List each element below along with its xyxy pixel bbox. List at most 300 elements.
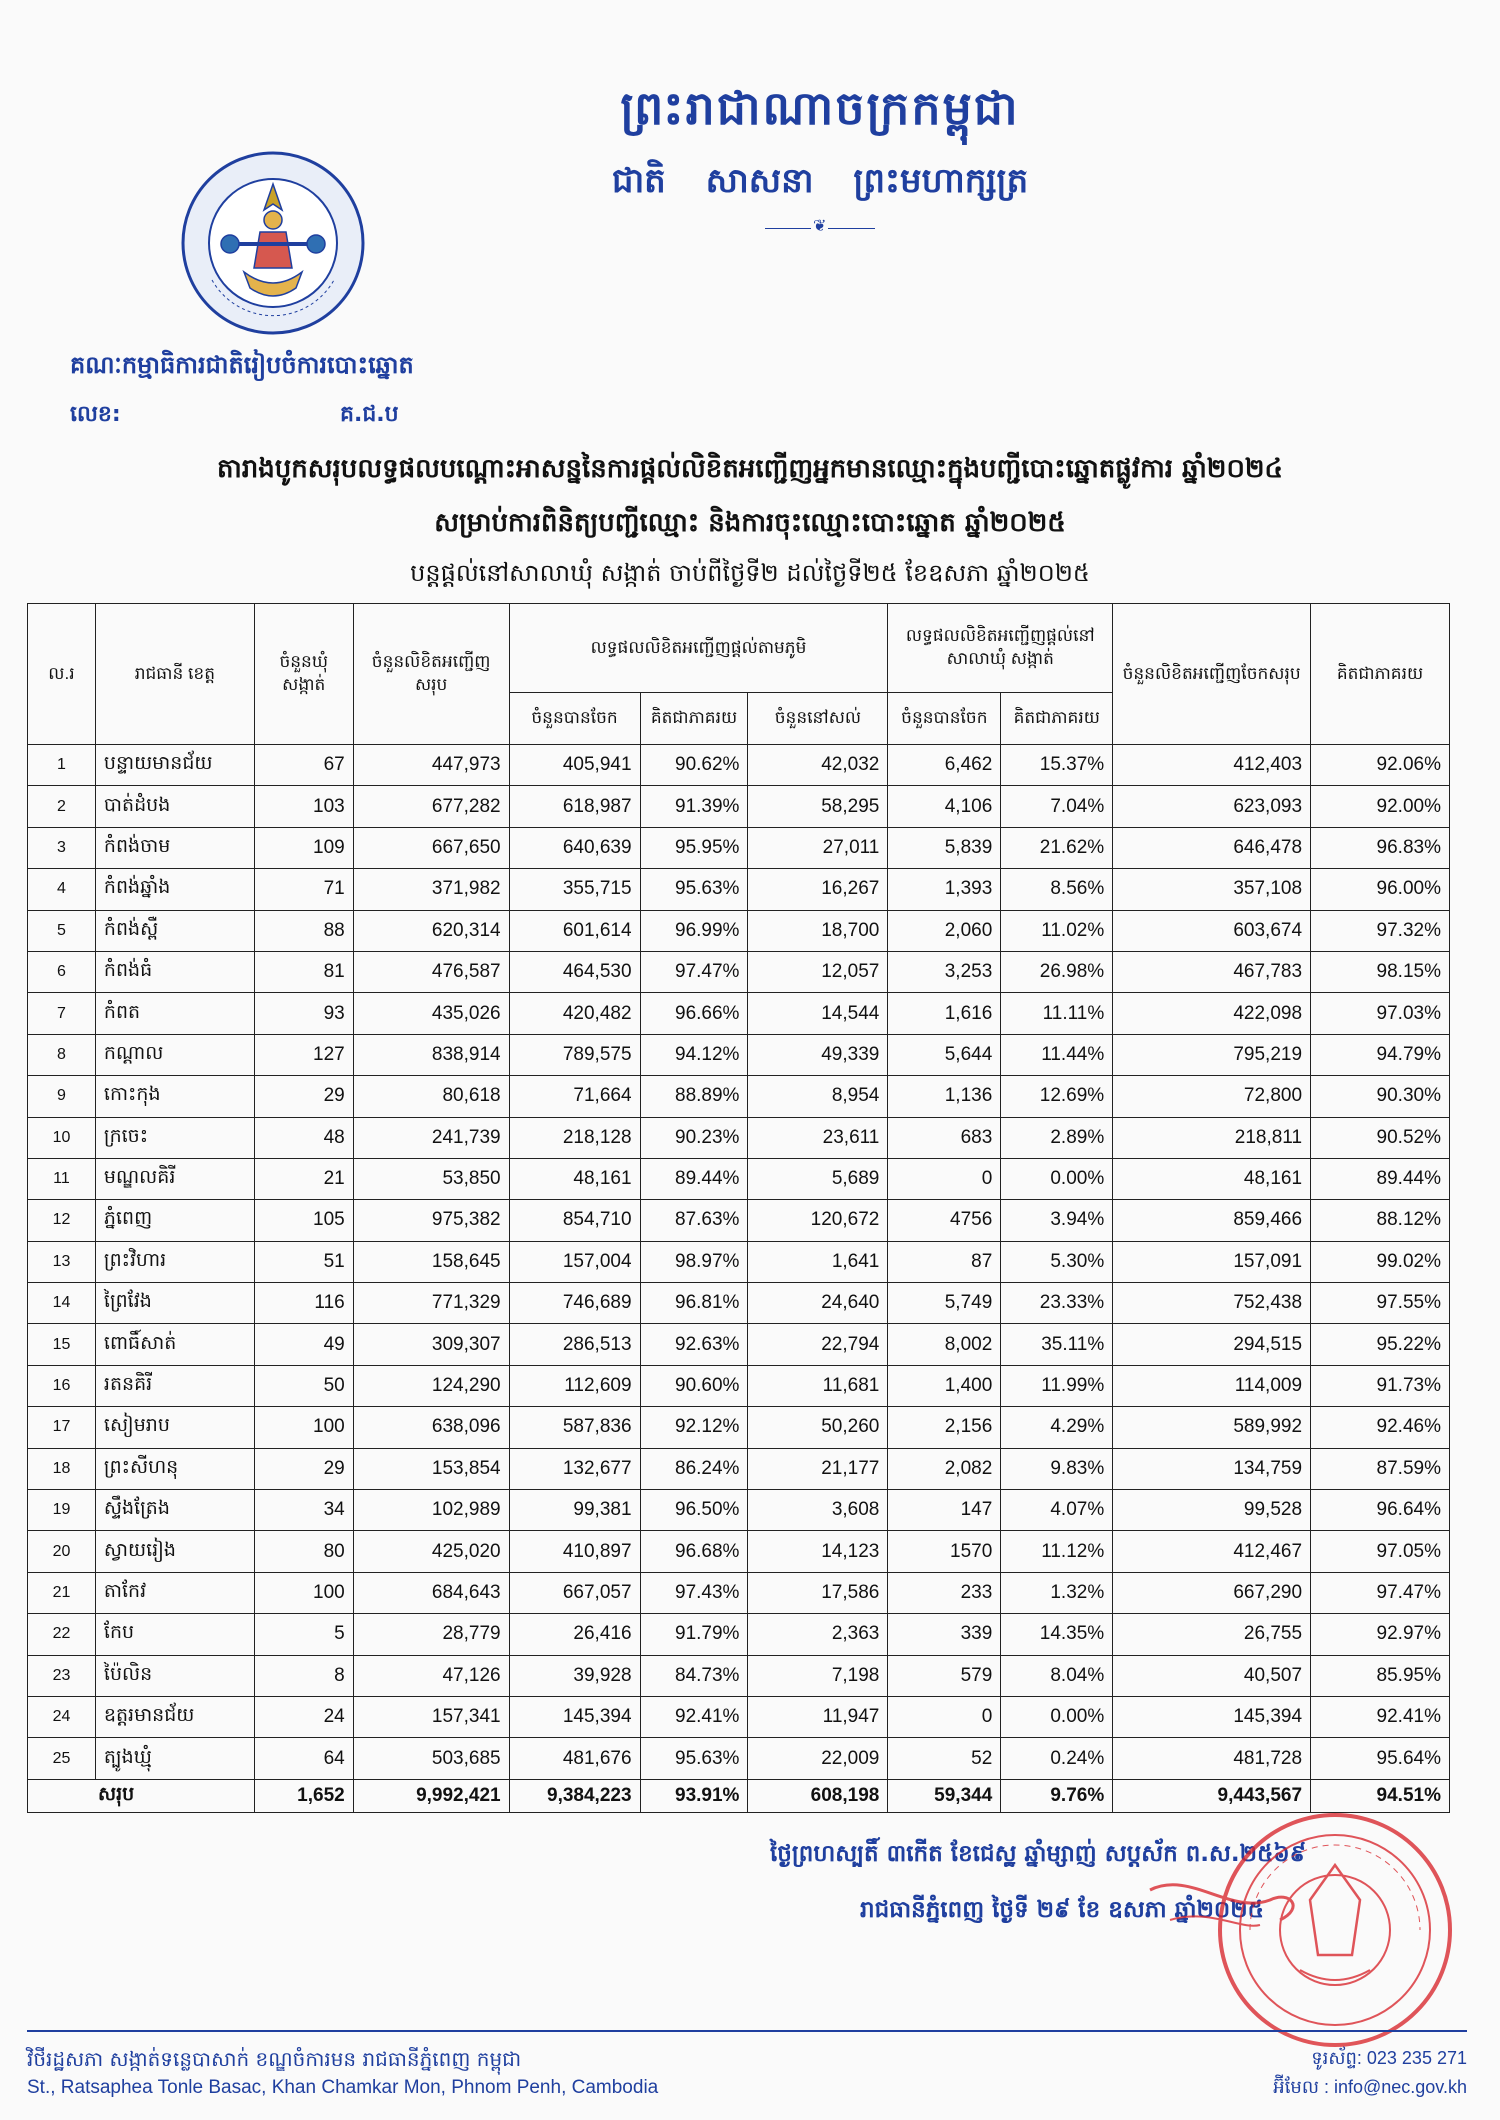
data-cell: 412,467 <box>1113 1531 1311 1572</box>
data-cell: 22,794 <box>748 1324 888 1365</box>
table-row <box>28 1076 1450 1117</box>
data-cell: 2,060 <box>888 910 1001 951</box>
data-cell: 27,011 <box>748 827 888 868</box>
table-row <box>28 1738 1450 1779</box>
data-cell: 158,645 <box>353 1241 509 1282</box>
data-cell: 48,161 <box>509 1158 640 1199</box>
data-cell: 21,177 <box>748 1448 888 1489</box>
data-cell: 3,608 <box>748 1490 888 1531</box>
table-row <box>28 1490 1450 1531</box>
data-cell: 15.37% <box>1001 745 1113 786</box>
data-cell: 96.68% <box>640 1531 748 1572</box>
data-cell: 97.55% <box>1311 1283 1450 1324</box>
national-motto: ជាតិ សាសនា ព្រះមហាក្សត្រ <box>611 161 1029 201</box>
data-cell: 91.79% <box>640 1614 748 1655</box>
province-name: កំពត <box>95 993 254 1034</box>
data-cell: 420,482 <box>509 993 640 1034</box>
row-number: 1 <box>28 745 96 786</box>
data-cell: 241,739 <box>353 1117 509 1158</box>
data-cell: 21 <box>254 1158 353 1199</box>
province-name: ត្បូងឃ្មុំ <box>95 1738 254 1779</box>
data-cell: 49 <box>254 1324 353 1365</box>
kingdom-title: ព្រះរាជាណាចក្រកម្ពុជា <box>620 81 1020 135</box>
table-row <box>28 1572 1450 1613</box>
data-cell: 7.04% <box>1001 786 1113 827</box>
data-cell: 58,295 <box>748 786 888 827</box>
data-cell: 90.60% <box>640 1365 748 1406</box>
data-cell: 23,611 <box>748 1117 888 1158</box>
data-cell: 286,513 <box>509 1324 640 1365</box>
data-cell: 99.02% <box>1311 1241 1450 1282</box>
data-cell: 48,161 <box>1113 1158 1311 1199</box>
results-table <box>27 603 1450 1813</box>
data-cell: 103 <box>254 786 353 827</box>
data-cell: 95.63% <box>640 869 748 910</box>
table-row <box>28 1034 1450 1075</box>
data-cell: 618,987 <box>509 786 640 827</box>
data-cell: 0.00% <box>1001 1158 1113 1199</box>
address-khmer: វិថីរដ្ឋសភា សង្កាត់ទន្លេបាសាក់ ខណ្ឌចំការមន រាជធានីភ្នំពេញ កម្ពុជា <box>27 2047 522 2071</box>
data-cell: 603,674 <box>1113 910 1311 951</box>
data-cell: 24 <box>254 1696 353 1737</box>
data-cell: 4756 <box>888 1200 1001 1241</box>
data-cell: 17,586 <box>748 1572 888 1613</box>
col-header-commune-distributed: ចំនួនបានចែក <box>888 693 1001 745</box>
data-cell: 8,954 <box>748 1076 888 1117</box>
data-cell: 5,839 <box>888 827 1001 868</box>
data-cell: 50,260 <box>748 1407 888 1448</box>
data-cell: 157,091 <box>1113 1241 1311 1282</box>
data-cell: 50 <box>254 1365 353 1406</box>
province-name: ប៉ៃលិន <box>95 1655 254 1696</box>
data-cell: 92.63% <box>640 1324 748 1365</box>
table-row <box>28 910 1450 951</box>
data-cell: 97.32% <box>1311 910 1450 951</box>
data-cell: 153,854 <box>353 1448 509 1489</box>
data-cell: 795,219 <box>1113 1034 1311 1075</box>
total-cell: 94.51% <box>1311 1779 1450 1812</box>
data-cell: 147 <box>888 1490 1001 1531</box>
data-cell: 29 <box>254 1076 353 1117</box>
data-cell: 26.98% <box>1001 951 1113 992</box>
data-cell: 467,783 <box>1113 951 1311 992</box>
official-seal-stamp <box>1130 1780 1490 2050</box>
data-cell: 0 <box>888 1696 1001 1737</box>
data-cell: 87.63% <box>640 1200 748 1241</box>
total-cell: 608,198 <box>748 1779 888 1812</box>
data-cell: 95.22% <box>1311 1324 1450 1365</box>
nec-emblem-logo <box>178 148 368 338</box>
data-cell: 859,466 <box>1113 1200 1311 1241</box>
data-cell: 7,198 <box>748 1655 888 1696</box>
data-cell: 646,478 <box>1113 827 1311 868</box>
data-cell: 371,982 <box>353 869 509 910</box>
row-number: 2 <box>28 786 96 827</box>
data-cell: 89.44% <box>640 1158 748 1199</box>
data-cell: 116 <box>254 1283 353 1324</box>
data-cell: 405,941 <box>509 745 640 786</box>
data-cell: 28,779 <box>353 1614 509 1655</box>
table-row <box>28 827 1450 868</box>
data-cell: 95.95% <box>640 827 748 868</box>
province-name: ព្រះវិហារ <box>95 1241 254 1282</box>
province-name: ក្រចេះ <box>95 1117 254 1158</box>
data-cell: 975,382 <box>353 1200 509 1241</box>
data-cell: 24,640 <box>748 1283 888 1324</box>
province-name: បន្ទាយមានជ័យ <box>95 745 254 786</box>
data-cell: 11.12% <box>1001 1531 1113 1572</box>
data-cell: 47,126 <box>353 1655 509 1696</box>
row-number: 4 <box>28 869 96 910</box>
table-row <box>28 1448 1450 1489</box>
total-cell: 1,652 <box>254 1779 353 1812</box>
data-cell: 3,253 <box>888 951 1001 992</box>
data-cell: 124,290 <box>353 1365 509 1406</box>
data-cell: 8 <box>254 1655 353 1696</box>
row-number: 3 <box>28 827 96 868</box>
data-cell: 85.95% <box>1311 1655 1450 1696</box>
data-cell: 97.03% <box>1311 993 1450 1034</box>
row-number: 6 <box>28 951 96 992</box>
data-cell: 80,618 <box>353 1076 509 1117</box>
data-cell: 120,672 <box>748 1200 888 1241</box>
data-cell: 623,093 <box>1113 786 1311 827</box>
data-cell: 96.83% <box>1311 827 1450 868</box>
address-english: St., Ratsaphea Tonle Basac, Khan Chamkar Mon, Phnom Penh, Cambodia <box>27 2077 659 2098</box>
col-header-province: រាជធានី ខេត្ត <box>95 604 254 745</box>
table-row <box>28 1655 1450 1696</box>
data-cell: 684,643 <box>353 1572 509 1613</box>
data-cell: 0.24% <box>1001 1738 1113 1779</box>
data-cell: 52 <box>888 1738 1001 1779</box>
province-name: កណ្តាល <box>95 1034 254 1075</box>
row-number: 22 <box>28 1614 96 1655</box>
data-cell: 81 <box>254 951 353 992</box>
data-cell: 87 <box>888 1241 1001 1282</box>
data-cell: 233 <box>888 1572 1001 1613</box>
page-footer <box>27 2030 1467 2098</box>
data-cell: 2,363 <box>748 1614 888 1655</box>
col-header-no: ល.រ <box>28 604 96 745</box>
data-cell: 2.89% <box>1001 1117 1113 1158</box>
data-cell: 435,026 <box>353 993 509 1034</box>
data-cell: 6,462 <box>888 745 1001 786</box>
data-cell: 42,032 <box>748 745 888 786</box>
data-cell: 114,009 <box>1113 1365 1311 1406</box>
row-number: 12 <box>28 1200 96 1241</box>
phone-number: ទូរស័ព្ទ: 023 235 271 <box>1311 2048 1467 2068</box>
data-cell: 11.11% <box>1001 993 1113 1034</box>
data-cell: 48 <box>254 1117 353 1158</box>
data-cell: 132,677 <box>509 1448 640 1489</box>
col-header-village-percent: គិតជាភាគរយ <box>640 693 748 745</box>
data-cell: 481,728 <box>1113 1738 1311 1779</box>
data-cell: 620,314 <box>353 910 509 951</box>
data-cell: 92.00% <box>1311 786 1450 827</box>
data-cell: 157,341 <box>353 1696 509 1737</box>
data-cell: 854,710 <box>509 1200 640 1241</box>
data-cell: 683 <box>888 1117 1001 1158</box>
data-cell: 34 <box>254 1490 353 1531</box>
data-cell: 1570 <box>888 1531 1001 1572</box>
data-cell: 5,689 <box>748 1158 888 1199</box>
row-number: 9 <box>28 1076 96 1117</box>
data-cell: 88.89% <box>640 1076 748 1117</box>
data-cell: 410,897 <box>509 1531 640 1572</box>
province-name: កំពង់ស្ពឺ <box>95 910 254 951</box>
data-cell: 105 <box>254 1200 353 1241</box>
data-cell: 838,914 <box>353 1034 509 1075</box>
data-cell: 294,515 <box>1113 1324 1311 1365</box>
kingdom-header <box>520 80 1120 235</box>
organization-name: គណៈកម្មាធិការជាតិរៀបចំការបោះឆ្នោត <box>70 351 414 379</box>
data-cell: 23.33% <box>1001 1283 1113 1324</box>
data-cell: 464,530 <box>509 951 640 992</box>
data-cell: 447,973 <box>353 745 509 786</box>
province-name: ព្រៃវែង <box>95 1283 254 1324</box>
data-cell: 88 <box>254 910 353 951</box>
data-cell: 71,664 <box>509 1076 640 1117</box>
data-cell: 640,639 <box>509 827 640 868</box>
data-cell: 12,057 <box>748 951 888 992</box>
data-cell: 92.41% <box>1311 1696 1450 1737</box>
col-header-total-percent: គិតជាភាគរយ <box>1311 604 1450 745</box>
data-cell: 0 <box>888 1158 1001 1199</box>
data-cell: 4.07% <box>1001 1490 1113 1531</box>
data-cell: 667,057 <box>509 1572 640 1613</box>
province-name: សៀមរាប <box>95 1407 254 1448</box>
data-cell: 92.12% <box>640 1407 748 1448</box>
row-number: 8 <box>28 1034 96 1075</box>
data-cell: 1,393 <box>888 869 1001 910</box>
table-row <box>28 1696 1450 1737</box>
data-cell: 97.05% <box>1311 1531 1450 1572</box>
data-cell: 35.11% <box>1001 1324 1113 1365</box>
table-row <box>28 869 1450 910</box>
data-cell: 94.79% <box>1311 1034 1450 1075</box>
data-cell: 339 <box>888 1614 1001 1655</box>
row-number: 23 <box>28 1655 96 1696</box>
data-cell: 9.83% <box>1001 1448 1113 1489</box>
province-name: ព្រះសីហនុ <box>95 1448 254 1489</box>
data-cell: 49,339 <box>748 1034 888 1075</box>
province-name: កំពង់ធំ <box>95 951 254 992</box>
row-number: 21 <box>28 1572 96 1613</box>
data-cell: 2,082 <box>888 1448 1001 1489</box>
data-cell: 357,108 <box>1113 869 1311 910</box>
table-row <box>28 1324 1450 1365</box>
data-cell: 97.43% <box>640 1572 748 1613</box>
data-cell: 100 <box>254 1572 353 1613</box>
data-cell: 112,609 <box>509 1365 640 1406</box>
table-row <box>28 1200 1450 1241</box>
row-number: 16 <box>28 1365 96 1406</box>
row-number: 17 <box>28 1407 96 1448</box>
lunar-date: ថ្ងៃព្រហស្បតិ៍ ៣កើត ខែជេស្ឋ ឆ្នាំម្សាញ់ សប្តស័ក ព.ស.២៥៦៩ <box>770 1841 1306 1867</box>
table-row <box>28 1407 1450 1448</box>
total-cell: 9,443,567 <box>1113 1779 1311 1812</box>
data-cell: 90.62% <box>640 745 748 786</box>
solar-date: រាជធានីភ្នំពេញ ថ្ងៃទី ២៩ ខែ ឧសភា ឆ្នាំ២០២៥ <box>860 1897 1264 1923</box>
data-cell: 93 <box>254 993 353 1034</box>
data-cell: 102,989 <box>353 1490 509 1531</box>
data-cell: 80 <box>254 1531 353 1572</box>
data-cell: 752,438 <box>1113 1283 1311 1324</box>
ornament-divider <box>765 223 875 235</box>
reference-label: លេខ: <box>70 402 121 427</box>
footer-contact <box>1273 2044 1467 2102</box>
data-cell: 99,381 <box>509 1490 640 1531</box>
province-name: ស្ទឹងត្រែង <box>95 1490 254 1531</box>
data-cell: 90.23% <box>640 1117 748 1158</box>
data-cell: 11.99% <box>1001 1365 1113 1406</box>
data-cell: 26,755 <box>1113 1614 1311 1655</box>
col-header-commune-percent: គិតជាភាគរយ <box>1001 693 1113 745</box>
data-cell: 90.52% <box>1311 1117 1450 1158</box>
data-cell: 145,394 <box>509 1696 640 1737</box>
data-cell: 638,096 <box>353 1407 509 1448</box>
data-cell: 422,098 <box>1113 993 1311 1034</box>
data-cell: 145,394 <box>1113 1696 1311 1737</box>
data-cell: 589,992 <box>1113 1407 1311 1448</box>
data-cell: 96.64% <box>1311 1490 1450 1531</box>
data-cell: 96.50% <box>640 1490 748 1531</box>
document-title: តារាងបូកសរុបលទ្ធផលបណ្តោះអាសន្ននៃការផ្តល់លិខិតអញ្ជើញអ្នកមានឈ្មោះក្នុងបញ្ជីបោះឆ្នោតផ្លូវការ ឆ្នាំ២០២៤ <box>217 454 1283 484</box>
data-cell: 96.99% <box>640 910 748 951</box>
table-row <box>28 1531 1450 1572</box>
table-row <box>28 993 1450 1034</box>
total-label: សរុប <box>28 1779 255 1812</box>
data-cell: 8.04% <box>1001 1655 1113 1696</box>
province-name: ឧត្តរមានជ័យ <box>95 1696 254 1737</box>
province-name: រតនគិរី <box>95 1365 254 1406</box>
data-cell: 601,614 <box>509 910 640 951</box>
row-number: 10 <box>28 1117 96 1158</box>
data-cell: 71 <box>254 869 353 910</box>
province-name: ស្វាយរៀង <box>95 1531 254 1572</box>
email-address: អ៊ីមែល : info@nec.gov.kh <box>1273 2076 1467 2097</box>
row-number: 7 <box>28 993 96 1034</box>
data-cell: 3.94% <box>1001 1200 1113 1241</box>
reference-number <box>70 400 430 432</box>
data-cell: 1.32% <box>1001 1572 1113 1613</box>
data-cell: 97.47% <box>1311 1572 1450 1613</box>
col-header-communes: ចំនួនឃុំ សង្កាត់ <box>254 604 353 745</box>
province-name: កំពង់ឆ្នាំង <box>95 869 254 910</box>
row-number: 24 <box>28 1696 96 1737</box>
data-cell: 14,123 <box>748 1531 888 1572</box>
data-cell: 89.44% <box>1311 1158 1450 1199</box>
data-cell: 92.46% <box>1311 1407 1450 1448</box>
data-cell: 667,650 <box>353 827 509 868</box>
data-cell: 476,587 <box>353 951 509 992</box>
data-cell: 157,004 <box>509 1241 640 1282</box>
data-cell: 355,715 <box>509 869 640 910</box>
row-number: 13 <box>28 1241 96 1282</box>
data-cell: 0.00% <box>1001 1696 1113 1737</box>
data-cell: 309,307 <box>353 1324 509 1365</box>
data-cell: 4,106 <box>888 786 1001 827</box>
total-cell: 59,344 <box>888 1779 1001 1812</box>
table-row <box>28 1158 1450 1199</box>
col-header-total-distributed: ចំនួនលិខិតអញ្ជើញចែកសរុប <box>1113 604 1311 745</box>
row-number: 18 <box>28 1448 96 1489</box>
data-cell: 12.69% <box>1001 1076 1113 1117</box>
data-cell: 92.06% <box>1311 745 1450 786</box>
data-cell: 425,020 <box>353 1531 509 1572</box>
data-cell: 72,800 <box>1113 1076 1311 1117</box>
reference-value: គ.ជ.ប <box>340 402 399 427</box>
data-cell: 98.15% <box>1311 951 1450 992</box>
data-cell: 92.97% <box>1311 1614 1450 1655</box>
province-name: ភ្នំពេញ <box>95 1200 254 1241</box>
data-cell: 84.73% <box>640 1655 748 1696</box>
data-cell: 14,544 <box>748 993 888 1034</box>
data-cell: 100 <box>254 1407 353 1448</box>
data-cell: 11,947 <box>748 1696 888 1737</box>
data-cell: 90.30% <box>1311 1076 1450 1117</box>
col-group-commune: លទ្ធផលលិខិតអញ្ជើញផ្តល់នៅសាលាឃុំ សង្កាត់ <box>888 604 1113 693</box>
data-cell: 5 <box>254 1614 353 1655</box>
table-row <box>28 1283 1450 1324</box>
data-cell: 481,676 <box>509 1738 640 1779</box>
data-cell: 1,641 <box>748 1241 888 1282</box>
total-cell: 9,992,421 <box>353 1779 509 1812</box>
province-name: មណ្ឌលគិរី <box>95 1158 254 1199</box>
data-cell: 21.62% <box>1001 827 1113 868</box>
data-cell: 5,644 <box>888 1034 1001 1075</box>
data-cell: 771,329 <box>353 1283 509 1324</box>
data-cell: 5,749 <box>888 1283 1001 1324</box>
data-cell: 14.35% <box>1001 1614 1113 1655</box>
data-cell: 2,156 <box>888 1407 1001 1448</box>
province-name: កែប <box>95 1614 254 1655</box>
table-row <box>28 1241 1450 1282</box>
data-cell: 587,836 <box>509 1407 640 1448</box>
data-cell: 51 <box>254 1241 353 1282</box>
data-cell: 97.47% <box>640 951 748 992</box>
footer-address <box>27 2044 658 2103</box>
data-cell: 127 <box>254 1034 353 1075</box>
col-header-village-distributed: ចំនួនបានចែក <box>509 693 640 745</box>
document-title-line2: សម្រាប់ការពិនិត្យបញ្ជីឈ្មោះ និងការចុះឈ្មោះបោះឆ្នោត ឆ្នាំ២០២៥ <box>434 508 1066 538</box>
row-number: 5 <box>28 910 96 951</box>
row-number: 19 <box>28 1490 96 1531</box>
table-row <box>28 1117 1450 1158</box>
data-cell: 1,400 <box>888 1365 1001 1406</box>
data-cell: 11.02% <box>1001 910 1113 951</box>
table-body <box>28 745 1450 1780</box>
col-header-total-invitations: ចំនួនលិខិតអញ្ជើញសរុប <box>353 604 509 745</box>
data-cell: 91.39% <box>640 786 748 827</box>
data-cell: 134,759 <box>1113 1448 1311 1489</box>
data-cell: 96.81% <box>640 1283 748 1324</box>
data-cell: 667,290 <box>1113 1572 1311 1613</box>
data-cell: 5.30% <box>1001 1241 1113 1282</box>
data-cell: 53,850 <box>353 1158 509 1199</box>
data-cell: 412,403 <box>1113 745 1311 786</box>
document-subtitle: បន្តផ្តល់នៅសាលាឃុំ សង្កាត់ ចាប់ពីថ្ងៃទី២ ដល់ថ្ងៃទី២៥ ខែឧសភា ឆ្នាំ២០២៥ <box>410 559 1090 587</box>
data-cell: 67 <box>254 745 353 786</box>
data-cell: 29 <box>254 1448 353 1489</box>
row-number: 15 <box>28 1324 96 1365</box>
table-row <box>28 745 1450 786</box>
data-cell: 1,136 <box>888 1076 1001 1117</box>
data-cell: 218,811 <box>1113 1117 1311 1158</box>
total-cell: 9,384,223 <box>509 1779 640 1812</box>
province-name: តាកែវ <box>95 1572 254 1613</box>
data-cell: 64 <box>254 1738 353 1779</box>
